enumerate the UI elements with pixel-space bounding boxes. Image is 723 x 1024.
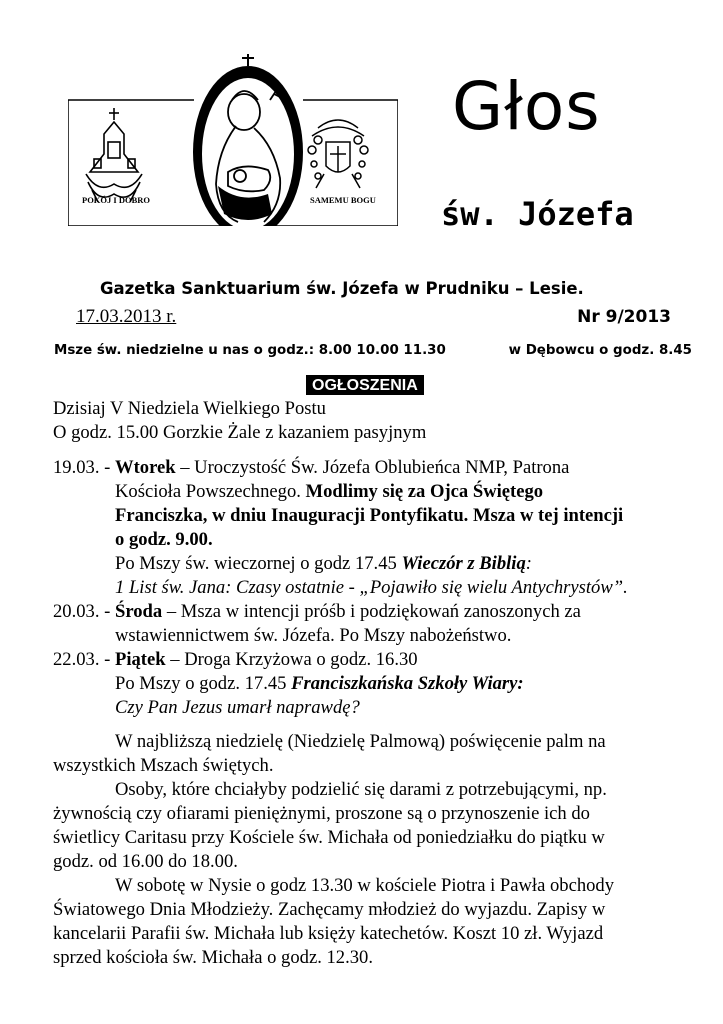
announcement-line: wstawiennictwem św. Józefa. Po Mszy nabożeństwo. [115, 625, 512, 646]
paragraph-line: świetlicy Caritasu przy Kościele św. Michała od poniedziałku do piątku w [53, 827, 605, 848]
entry-day: Wtorek [114, 457, 176, 478]
tagline: Gazetka Sanktuarium św. Józefa w Prudniku – Lesie. [100, 279, 584, 298]
paragraph-line: sprzed kościoła św. Michała o godz. 12.30. [53, 947, 373, 968]
mass-times-local: Msze św. niedzielne u nas o godz.: 8.00 10.00 11.30 [54, 343, 446, 358]
announcement-line [115, 552, 693, 576]
logo-left-motto: POKÓJ I DOBRO [82, 195, 151, 205]
announcement-line [115, 672, 693, 696]
announcement-line [115, 504, 693, 528]
announcement-tuesday [53, 456, 693, 480]
paragraph-line: Osoby, które chciałyby podzielić się darami z potrzebującymi, np. [115, 779, 607, 800]
newsletter-subtitle: św. Józefa [441, 195, 634, 233]
entry-text: Po Mszy św. wieczornej o godz 17.45 [115, 553, 402, 574]
entry-date: 19.03. - [53, 457, 111, 478]
issue-number: Nr 9/2013 [577, 307, 671, 327]
entry-text-italic: Czy Pan Jezus umarł naprawdę? [115, 697, 360, 718]
entry-date: 20.03. - [53, 601, 111, 622]
entry-text-italic: : [525, 553, 532, 574]
paragraph-line: wszystkich Mszach świętych. [53, 755, 274, 776]
entry-text-bold: o godz. 9.00. [115, 529, 213, 550]
announcement-line [115, 480, 693, 504]
announcement-line [115, 696, 693, 720]
entry-date: 22.03. - [53, 649, 111, 670]
entry-day: Piątek [114, 649, 166, 670]
entry-text-bold: Franciszka, w dniu Inauguracji Pontyfikatu. Msza w tej intencji [115, 505, 624, 526]
intro-line: O godz. 15.00 Gorzkie Żale z kazaniem pasyjnym [53, 422, 427, 443]
spacer [53, 720, 693, 730]
announcement-wednesday [53, 600, 693, 624]
coat-of-arms-icon [308, 120, 368, 188]
masthead-logo [68, 54, 398, 226]
mass-times-debowiec: w Dębowcu o godz. 8.45 [508, 343, 692, 358]
announcements-heading: OGŁOSZENIA [306, 375, 424, 395]
entry-day: Środa [114, 601, 163, 622]
entry-text: – Msza w intencji próśb i podziękowań zanoszonych za [162, 601, 581, 622]
paragraph-line: kancelarii Parafii św. Michała lub księży katechetów. Koszt 10 zł. Wyjazd [53, 923, 604, 944]
announcement-line [115, 528, 693, 552]
paragraph-line: żywnością czy ofiarami pieniężnymi, proszone są o przynoszenie ich do [53, 803, 590, 824]
paragraph-palm-sunday [53, 730, 693, 778]
paragraph-line: W najbliższą niedzielę (Niedzielę Palmową) poświęcenie palm na [115, 731, 606, 752]
issue-date: 17.03.2013 r. [76, 306, 177, 327]
paragraph-youth-day [53, 874, 693, 970]
newsletter-title: Głos [452, 68, 601, 145]
entry-text: Kościoła Powszechnego. [115, 481, 306, 502]
entry-text: Po Mszy o godz. 17.45 [115, 673, 292, 694]
paragraph-line: Światowego Dnia Młodzieży. Zachęcamy młodzież do wyjazdu. Zapisy w [53, 899, 606, 920]
entry-text-bold-italic: Wieczór z Biblią [401, 553, 526, 574]
paragraph-line: W sobotę w Nysie o godz 13.30 w kościele Piotra i Pawła obchody [115, 875, 615, 896]
entry-text-bold-italic: Franciszkańska Szkoły Wiary: [291, 673, 524, 694]
entry-text: – Droga Krzyżowa o godz. 16.30 [165, 649, 418, 670]
entry-text: – Uroczystość Św. Józefa Oblubieńca NMP, Patrona [175, 457, 570, 478]
announcements-body [53, 397, 693, 970]
announcement-friday [53, 648, 693, 672]
saint-joseph-oval-icon [193, 54, 303, 226]
entry-text-italic: 1 List św. Jana: Czasy ostatnie - „Pojawiło się wielu Antychrystów”. [115, 577, 628, 598]
intro-line: Dzisiaj V Niedziela Wielkiego Postu [53, 398, 326, 419]
church-emblem-icon [86, 108, 142, 202]
paragraph-line: godz. od 16.00 do 18.00. [53, 851, 238, 872]
mass-times [54, 343, 692, 358]
entry-text-bold: Modlimy się za Ojca Świętego [305, 481, 544, 502]
spacer [53, 445, 693, 456]
logo-right-motto: SAMEMU BOGU [310, 195, 376, 205]
announcement-line [115, 576, 693, 600]
paragraph-caritas [53, 778, 693, 874]
